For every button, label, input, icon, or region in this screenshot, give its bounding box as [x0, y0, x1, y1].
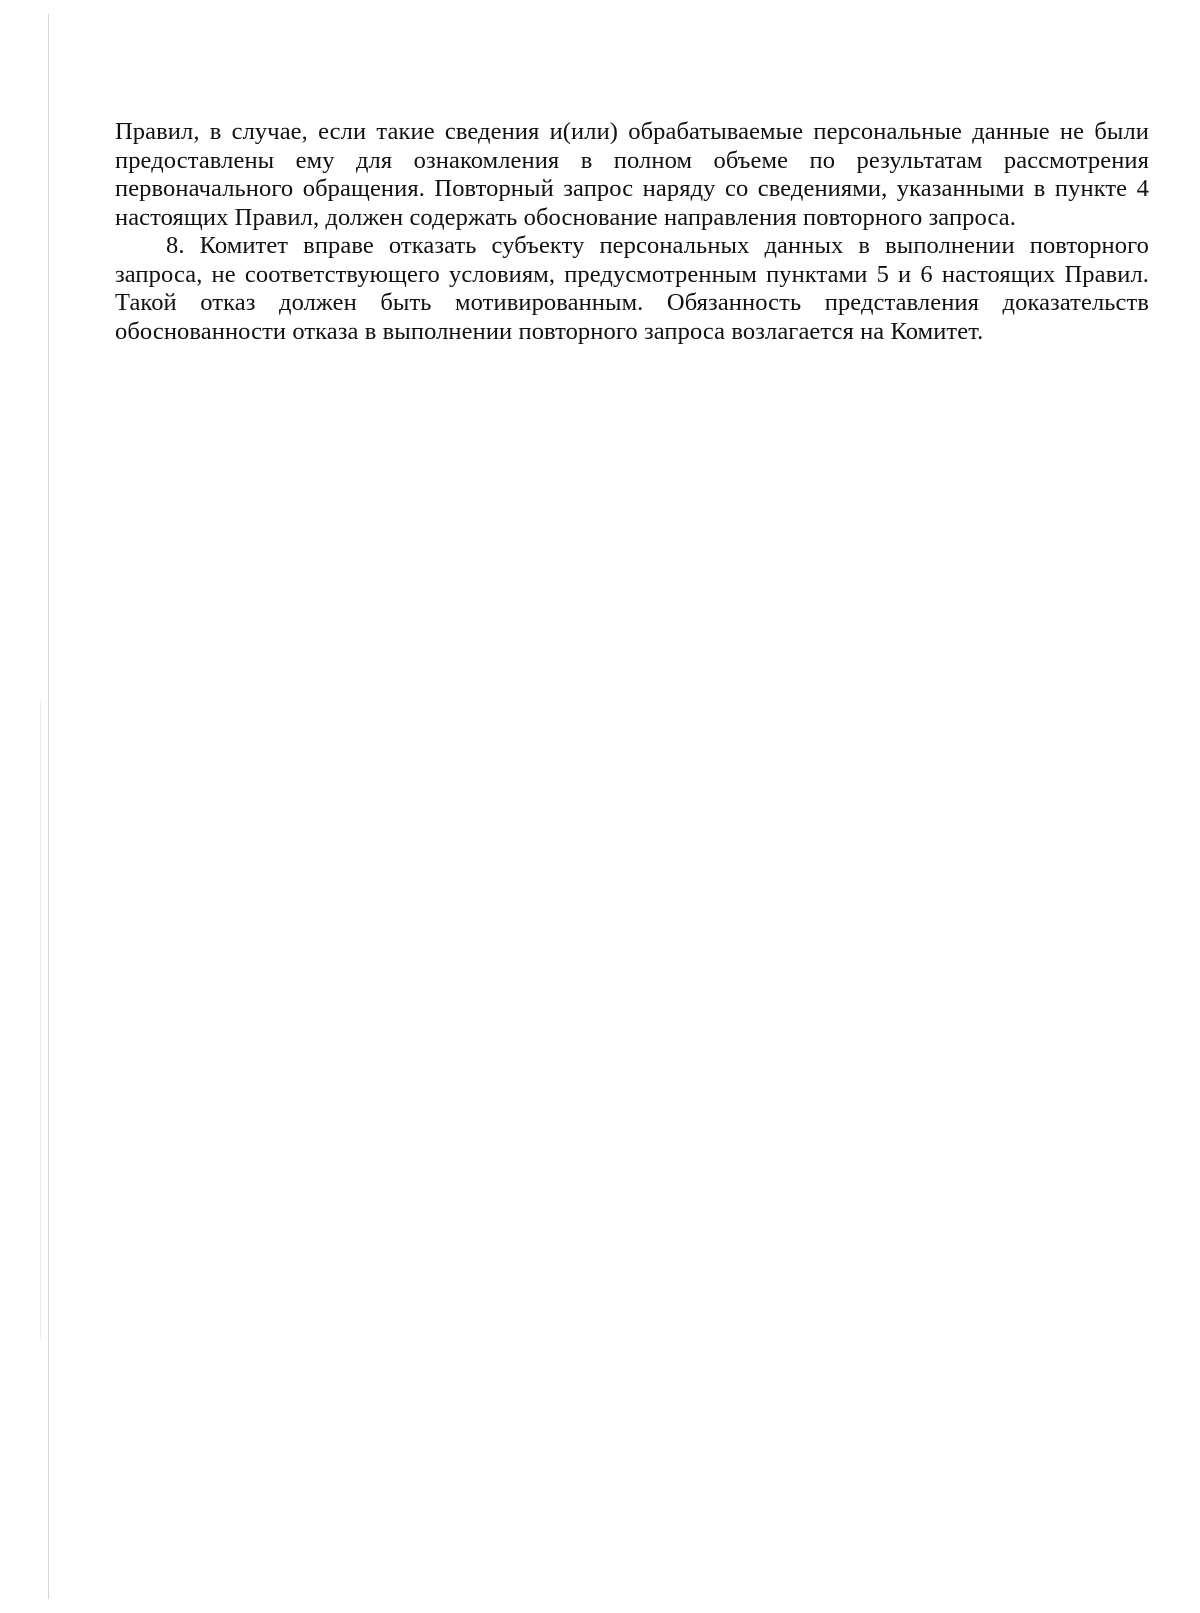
- scan-edge-shadow: [40, 700, 41, 1340]
- document-body: [115, 118, 1149, 346]
- paragraph-item-8: 8. Комитет вправе отказать субъекту персональных данных в выполнении повторного запроса, не соответствующего условиям, предусмотренным пунктами 5 и 6 настоящих Правил. Такой отказ должен быть мотивированным. Обязанность представления доказательств обоснованности отказа в выполнении повторного запроса возлагается на Комитет.: [115, 232, 1149, 345]
- paragraph-continuation: Правил, в случае, если такие сведения и(или) обрабатываемые персональные данные не были предоставлены ему для ознакомления в полном объеме по результатам рассмотрения первоначального обращения. Повторный запрос наряду со сведениями, указанными в пункте 4 настоящих Правил, должен содержать обоснование направления повторного запроса.: [115, 118, 1149, 231]
- scan-edge-line: [48, 14, 49, 1599]
